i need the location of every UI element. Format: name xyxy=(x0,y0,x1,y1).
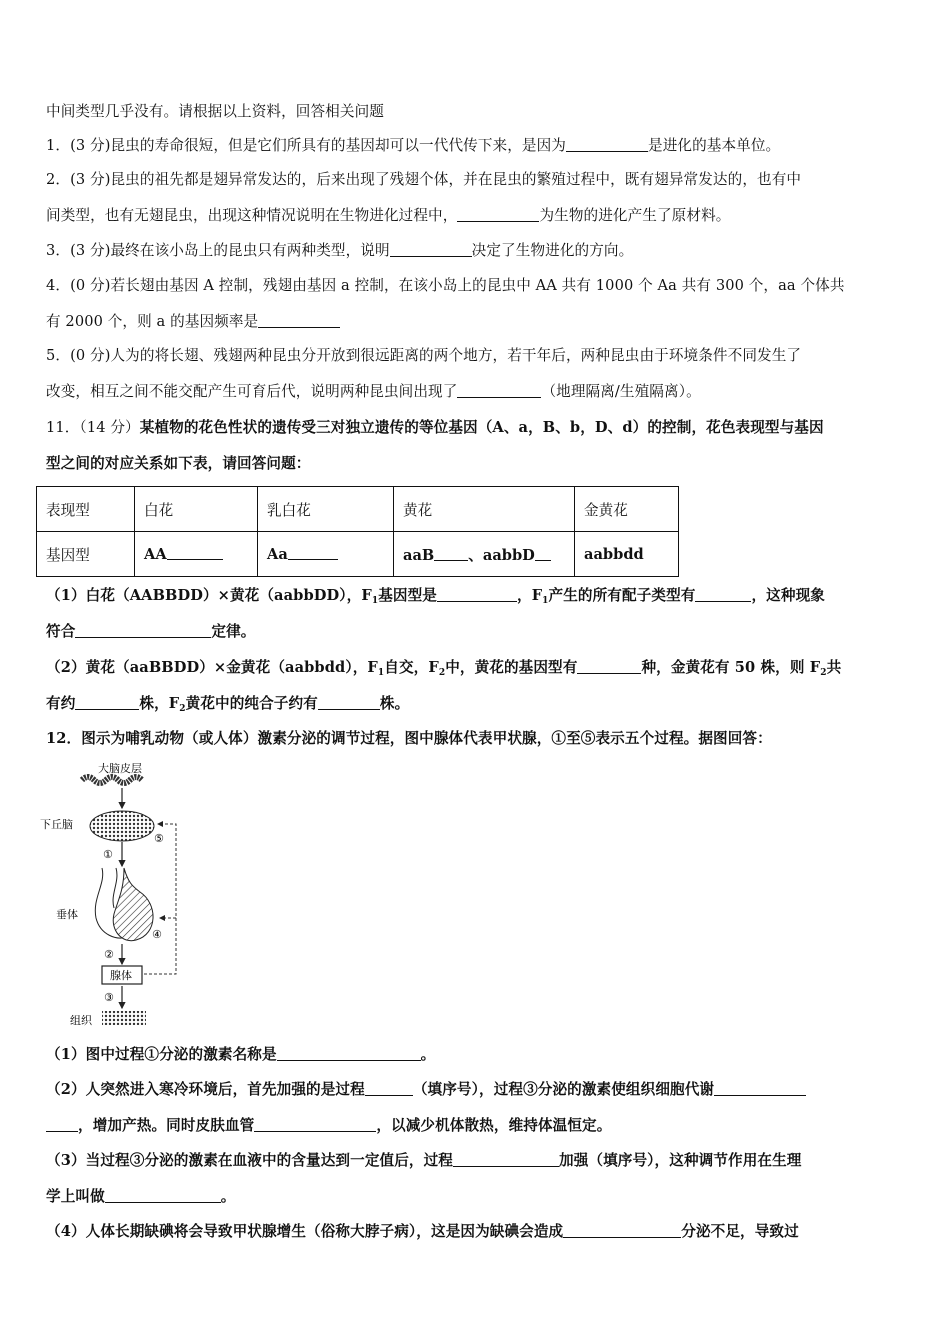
table-row xyxy=(37,532,679,577)
answer-blank[interactable] xyxy=(577,659,641,674)
table-cell: 乳白花 xyxy=(258,487,394,532)
answer-blank[interactable] xyxy=(434,547,468,561)
q12-sub2-line1: （2）人突然进入寒冷环境后，首先加强的是过程 （填序号），过程③分泌的激素使组织细胞代谢 xyxy=(46,1080,908,1100)
label-step5: ⑤ xyxy=(154,832,164,845)
q11-header-line2: 型之间的对应关系如下表，请回答问题： xyxy=(46,455,311,472)
answer-blank[interactable] xyxy=(563,1223,681,1238)
answer-blank[interactable] xyxy=(75,695,139,710)
label-cortex: 大脑皮层 xyxy=(98,762,142,775)
answer-blank[interactable] xyxy=(318,695,380,710)
cortex-band xyxy=(82,777,142,783)
label-pituitary: 垂体 xyxy=(56,908,78,921)
label-step1: ① xyxy=(103,848,113,861)
answer-blank[interactable] xyxy=(437,587,517,602)
q10-4-line2: 有 2000 个，则 a 的基因频率是 xyxy=(46,312,908,332)
answer-blank[interactable] xyxy=(453,1152,559,1167)
q11-sub2-line1: （2）黄花（aaBBDD）×金黄花（aabbdd），$F_1$自交，$F_2$中，黄花的基因型有 种，金黄花有 50 株，则 $F_2$共 xyxy=(46,659,842,678)
pituitary-stalk xyxy=(113,868,117,908)
q12-sub2-line2: ，增加产热。同时皮肤血管 ，以减少机体散热，维持体温恒定。 xyxy=(46,1116,908,1136)
q12-sub3-line2: 学上叫做 。 xyxy=(46,1188,236,1205)
label-step4: ④ xyxy=(152,928,162,941)
answer-blank[interactable] xyxy=(258,313,340,328)
q10-2-line1: 2．(3 分)昆虫的祖先都是翅异常发达的，后来出现了残翅个体，并在昆虫的繁殖过程中，既有翅异常发达的，也有中 xyxy=(46,171,802,188)
q12-sub3-line1: （3）当过程③分泌的激素在血液中的含量达到一定值后，过程 加强（填序号），这种调节作用在生理 xyxy=(46,1152,802,1169)
tissue-shape xyxy=(102,1011,146,1025)
answer-blank[interactable] xyxy=(46,1117,78,1132)
answer-blank[interactable] xyxy=(105,1188,221,1203)
answer-blank[interactable] xyxy=(714,1081,806,1096)
q12-header: 12．图示为哺乳动物（或人体）激素分泌的调节过程，图中腺体代表甲状腺，①至⑤表示五个过程。据图回答： xyxy=(46,730,772,747)
answer-blank[interactable] xyxy=(75,623,211,638)
answer-blank[interactable] xyxy=(277,1046,421,1061)
hypothalamus-shape xyxy=(90,811,154,841)
table-cell: 表现型 xyxy=(37,487,135,532)
answer-blank[interactable] xyxy=(695,587,751,602)
table-cell: Aa xyxy=(258,532,394,577)
genotype-table xyxy=(36,486,679,577)
answer-blank[interactable] xyxy=(535,547,551,561)
q10-3: 3．(3 分)最终在该小岛上的昆虫只有两种类型，说明 决定了生物进化的方向。 xyxy=(46,242,634,259)
q10-4-line1: 4．(0 分)若长翅由基因 A 控制，残翅由基因 a 控制，在该小岛上的昆虫中 AA 共有 1000 个 Aa 共有 300 个，aa 个体共 xyxy=(46,277,845,294)
answer-blank[interactable] xyxy=(390,242,472,257)
table-cell: AA xyxy=(135,532,258,577)
label-hypothalamus: 下丘脑 xyxy=(40,818,73,831)
table-cell: 黄花 xyxy=(394,487,575,532)
q12-sub4: （4）人体长期缺碘将会导致甲状腺增生（俗称大脖子病），这是因为缺碘会造成 分泌不足，导致过 xyxy=(46,1223,799,1240)
hormone-regulation-diagram xyxy=(40,758,200,1030)
pituitary-lobe xyxy=(113,868,153,941)
label-step3: ③ xyxy=(104,991,114,1004)
label-tissue: 组织 xyxy=(70,1014,92,1027)
label-gland: 腺体 xyxy=(110,969,132,982)
intro-line: 中间类型几乎没有。请根据以上资料，回答相关问题 xyxy=(46,103,384,120)
table-cell: 白花 xyxy=(135,487,258,532)
q10-5-line2: 改变，相互之间不能交配产生可育后代，说明两种昆虫间出现了 （地理隔离/生殖隔离）。 xyxy=(46,383,701,400)
q10-5-line1: 5．(0 分)人为的将长翅、残翅两种昆虫分开放到很远距离的两个地方，若干年后，两种昆虫由于环境条件不同发生了 xyxy=(46,347,802,364)
q11-sub1-line1: （1）白花（AABBDD）×黄花（aabbDD），$F_1$基因型是 ，$F_1$产生的所有配子类型有 ，这种现象 xyxy=(46,587,825,606)
label-step2: ② xyxy=(104,948,114,961)
answer-blank[interactable] xyxy=(288,546,338,560)
answer-blank[interactable] xyxy=(457,383,541,398)
q11-sub2-line2: 有约 株，$F_2$黄花中的纯合子约有 株。 xyxy=(46,695,410,714)
table-cell: 金黄花 xyxy=(575,487,679,532)
table-cell: 基因型 xyxy=(37,532,135,577)
answer-blank[interactable] xyxy=(457,207,539,222)
answer-blank[interactable] xyxy=(566,137,648,152)
table-cell: aabbdd xyxy=(575,532,679,577)
table-row xyxy=(37,487,679,532)
answer-blank[interactable] xyxy=(254,1117,376,1132)
q11-sub1-line2: 符合 定律。 xyxy=(46,623,256,640)
feedback-loop-step5 xyxy=(144,824,176,974)
q10-2-line2: 间类型，也有无翅昆虫，出现这种情况说明在生物进化过程中， 为生物的进化产生了原材料。 xyxy=(46,207,731,224)
q12-sub1: （1）图中过程①分泌的激素名称是 。 xyxy=(46,1046,436,1063)
q11-header-line1: 11．（14 分）某植物的花色性状的遗传受三对独立遗传的等位基因（A、a，B、b，D、d）的控制，花色表现型与基因 xyxy=(46,419,824,436)
answer-blank[interactable] xyxy=(365,1081,413,1096)
table-cell: aaB 、aabbD xyxy=(394,532,575,577)
q10-1: 1．(3 分)昆虫的寿命很短，但是它们所具有的基因却可以一代代传下来，是因为 是进化的基本单位。 xyxy=(46,137,781,154)
answer-blank[interactable] xyxy=(167,546,223,560)
